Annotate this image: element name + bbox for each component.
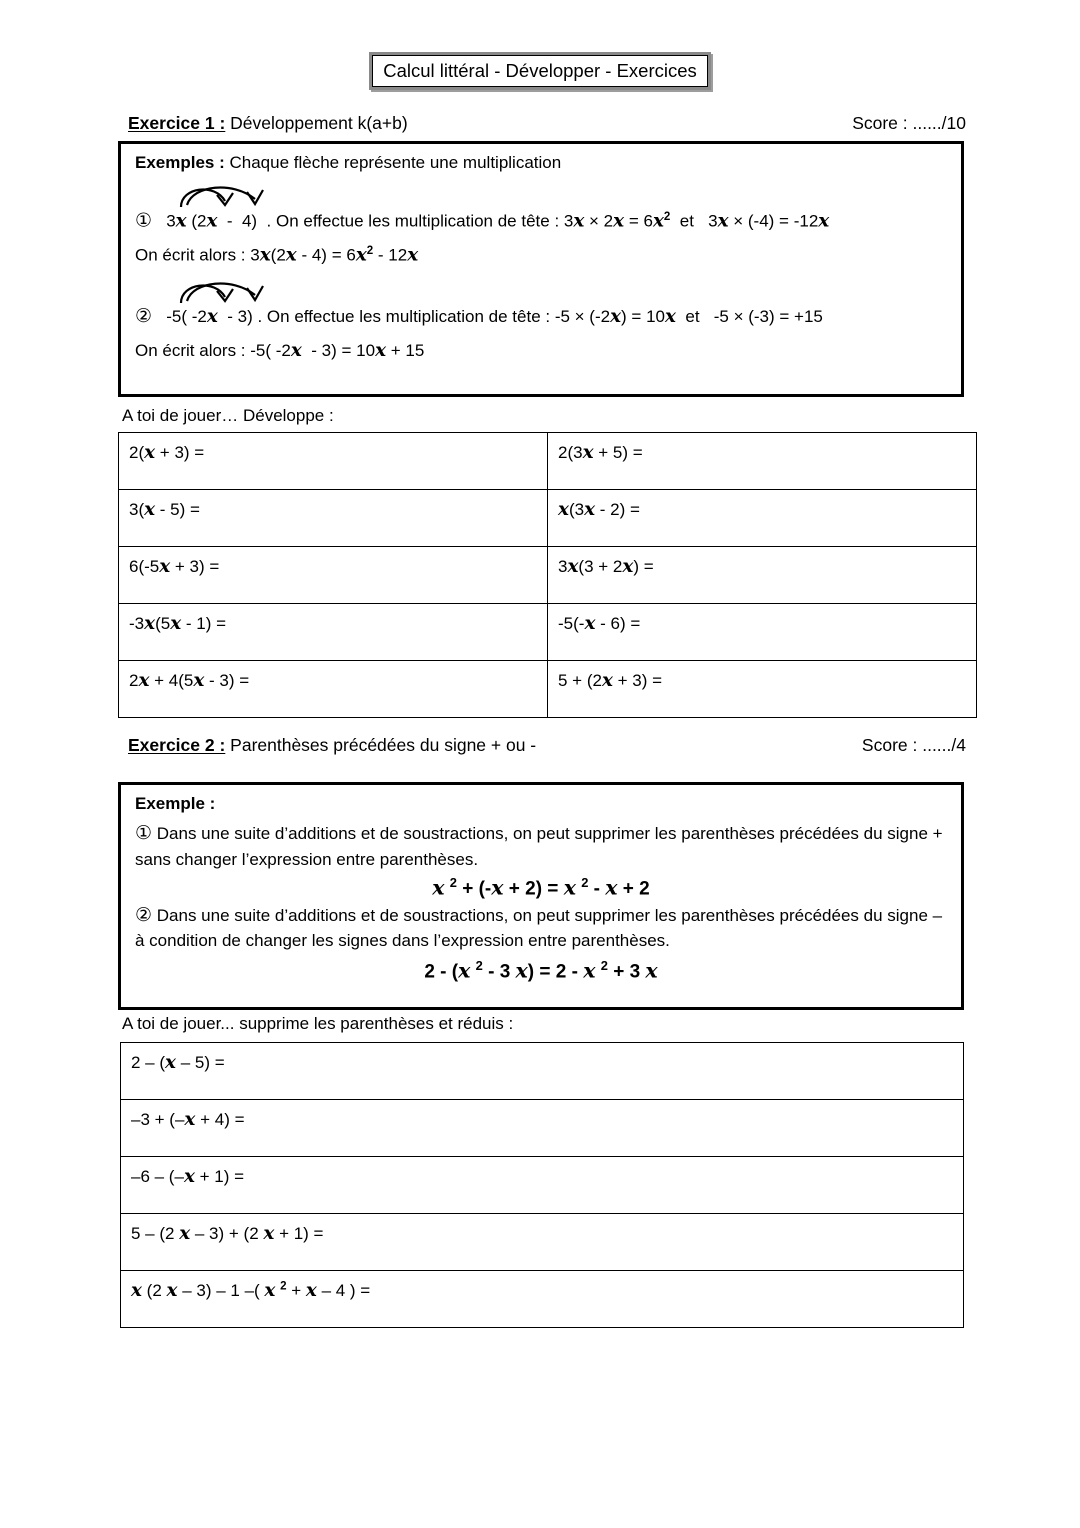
table-row [121, 1271, 964, 1328]
document-title-container [0, 52, 1080, 90]
table-cell[interactable]: 2(3x + 5) = [548, 433, 977, 490]
table-cell[interactable]: 5 + (2x + 3) = [548, 661, 977, 718]
example-1-marker: ① [135, 209, 153, 232]
example-1-arrows [135, 179, 947, 209]
rule-2-formula: 2 - (x $^2$ - 3 x) = 2 - x $^2$ + 3 x [424, 958, 658, 983]
table-cell[interactable]: 5 – (2 x – 3) + (2 x + 1) = [121, 1214, 964, 1271]
table-cell[interactable]: 3(x - 5) = [119, 490, 548, 547]
rule-2-marker: ② [135, 903, 153, 926]
example-2-result: On écrit alors : -5( -2x - 3) = 10x + 15 [135, 339, 425, 361]
table-cell[interactable]: 2 – (x – 5) = [121, 1043, 964, 1100]
exemple-heading: Exemple : [135, 794, 216, 813]
example-2-statement: ② -5( -2x - 3) . On effectue les multiplication de tête : -5 × (-2x) = 10x et -5 × (-3) = +15 [135, 305, 823, 328]
exercise-2-example-content [121, 785, 961, 983]
table-row [119, 433, 977, 490]
table-row [121, 1214, 964, 1271]
exercise-1-subject: Développement k(a+b) [225, 113, 408, 133]
example-1-statement: ① 3x (2x - 4) . On effectue les multiplication de tête : $3x \times 2x = 6x^2$ et 3x × (-4) = -12x [135, 209, 830, 232]
exercise-2-label: Exercice 2 : [128, 735, 226, 755]
exercise-1-label-line [128, 113, 408, 134]
rule-1-marker: ① [135, 821, 153, 844]
table-cell[interactable]: –6 – (–x + 1) = [121, 1157, 964, 1214]
table-cell[interactable]: 6(-5x + 3) = [119, 547, 548, 604]
examples-heading-rest: Chaque flèche représente une multiplication [224, 153, 562, 172]
exercise-1-label: Exercice 1 : [128, 113, 226, 133]
exercise-1-heading [128, 113, 966, 134]
example-2-marker: ② [135, 305, 153, 328]
exercise-1-example-content [121, 144, 961, 371]
table-cell[interactable]: 2(x + 3) = [119, 433, 548, 490]
examples-heading-line [135, 154, 947, 173]
exercise-2-table [120, 1042, 964, 1328]
table-row [119, 661, 977, 718]
table-row [121, 1100, 964, 1157]
examples-heading: Exemples : [135, 153, 225, 172]
table-row [119, 547, 977, 604]
title-box [369, 52, 711, 90]
rule-1-text: ① Dans une suite d’additions et de soustractions, on peut supprimer les parenthèses précédées du signe + sans changer l’expression entre parenthèses. [135, 821, 943, 869]
exercise-2-score: Score : ....../4 [861, 735, 966, 755]
table-cell[interactable]: –3 + (–x + 4) = [121, 1100, 964, 1157]
table-cell[interactable]: x (2 x – 3) – 1 –( x $^2$ + x – 4 ) = [121, 1271, 964, 1328]
table-row [119, 490, 977, 547]
exercise-2-example-box [118, 782, 964, 1010]
example-2-arrows [135, 275, 947, 305]
table-row [119, 604, 977, 661]
rule-2-text: ② Dans une suite d’additions et de soustractions, on peut supprimer les parenthèses précédées du signe – à condition de changer les signes dans l’expression entre parenthèses. [135, 903, 943, 951]
table-cell[interactable]: -5(-x - 6) = [548, 604, 977, 661]
exercise-1-example-box [118, 141, 964, 397]
exercise-2-label-line [128, 735, 536, 756]
multiplication-arrows-icon [173, 179, 283, 211]
exercise-2-heading [128, 735, 966, 756]
exercise-1-score: Score : ....../10 [852, 113, 966, 133]
table-row [121, 1157, 964, 1214]
exercise-1-caption: A toi de jouer… Développe : [122, 406, 334, 425]
exercise-2-caption: A toi de jouer... supprime les parenthèses et réduis : [122, 1014, 514, 1033]
document-title: Calcul littéral - Développer - Exercices [372, 55, 708, 87]
table-row [121, 1043, 964, 1100]
table-cell[interactable]: -3x(5x - 1) = [119, 604, 548, 661]
exercise-2-subject: Parenthèses précédées du signe + ou - [225, 735, 537, 755]
table-cell[interactable]: 2x + 4(5x - 3) = [119, 661, 548, 718]
exercise-1-table [118, 432, 977, 718]
table-cell[interactable]: 3x(3 + 2x) = [548, 547, 977, 604]
multiplication-arrows-icon-2 [173, 275, 283, 307]
example-1-result: On écrit alors : $3x(2x - 4) = 6x^2 - 12x$ [135, 244, 419, 266]
table-cell[interactable]: x(3x - 2) = [548, 490, 977, 547]
rule-1-formula: x $^2$ + (-x + 2) = x $^2$ - x + 2 [432, 875, 650, 900]
exemple-heading-line [135, 795, 947, 814]
